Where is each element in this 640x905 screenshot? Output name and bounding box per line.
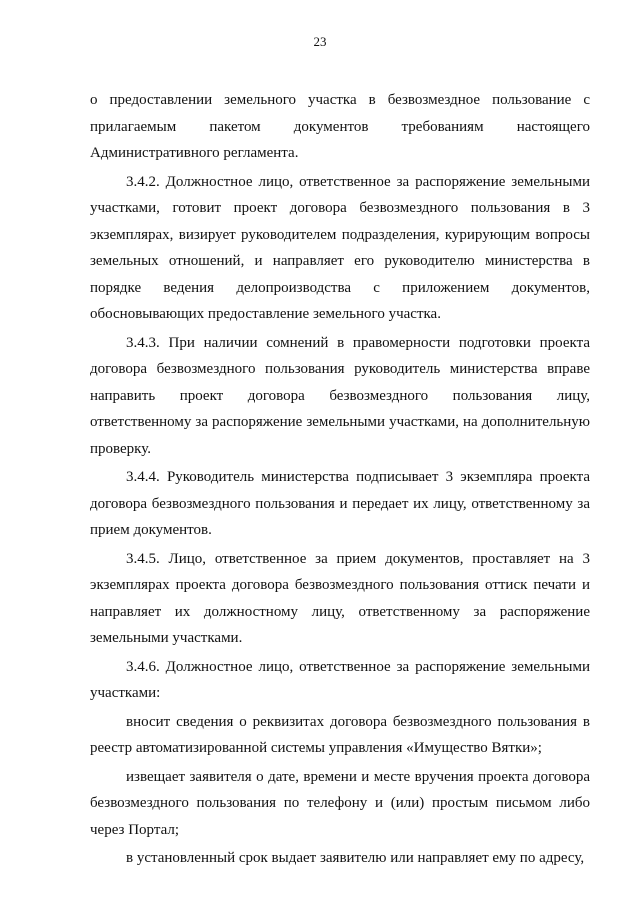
paragraph-3-4-5: 3.4.5. Лицо, ответственное за прием документов, проставляет на 3 экземплярах проекта договора безвозмездного пользования оттиск печати и направляет их должностному лицу, ответственному за распоряжение земельными участками.	[90, 550, 590, 646]
paragraph-3-4-3: 3.4.3. При наличии сомнений в правомерности подготовки проекта договора безвозмездного пользования руководитель министерства вправе направить проект договора безвозмездного пользования лицу, ответственному за распоряжение земельными участками, на дополнительную проверку.	[90, 334, 590, 457]
paragraph-3-4-2: 3.4.2. Должностное лицо, ответственное за распоряжение земельными участками, готовит проект договора безвозмездного пользования в 3 экземплярах, визирует руководителем подразделения, курирующим вопросы земельных отношений, и направляет его руководителю министерства в порядке ведения делопроизводства с приложением документов, обосновывающих предоставление земельного участка.	[90, 173, 590, 322]
list-item-issue: в установленный срок выдает заявителю или направляет ему по адресу,	[126, 850, 585, 866]
body-text	[90, 87, 590, 872]
list-item-notify: извещает заявителя о дате, времени и месте вручения проекта договора безвозмездного пользования по телефону и (или) простым письмом либо через Портал;	[90, 768, 590, 838]
list-item-registry: вносит сведения о реквизитах договора безвозмездного пользования в реестр автоматизированной системы управления «Имущество Вятки»;	[90, 713, 590, 756]
paragraph-continuation: о предоставлении земельного участка в безвозмездное пользование с прилагаемым пакетом документов требованиям настоящего Административного регламента.	[90, 92, 590, 161]
paragraph-3-4-4: 3.4.4. Руководитель министерства подписывает 3 экземпляра проекта договора безвозмездного пользования и передает их лицу, ответственному за прием документов.	[90, 469, 590, 538]
paragraph-3-4-6: 3.4.6. Должностное лицо, ответственное за распоряжение земельными участками:	[90, 658, 590, 701]
page-number: 23	[313, 34, 327, 49]
